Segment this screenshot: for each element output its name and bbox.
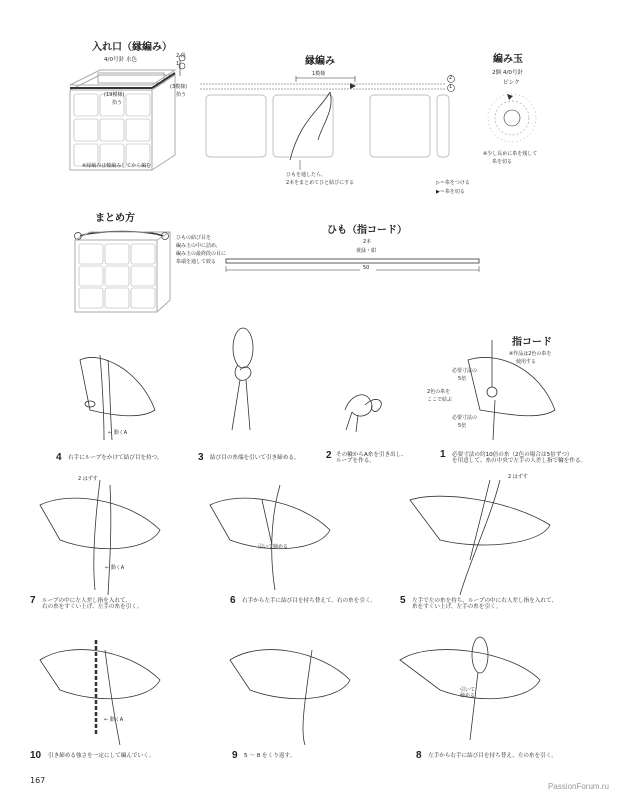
rows3-label-b: 拾う [176,92,187,98]
step4-number: 4 [56,452,62,463]
ball-note-1: ※少し長めに糸を残して [483,151,538,157]
finger-title: 指コード [512,337,552,348]
rows19-label: (19模様) [104,92,125,98]
cord-color: 黄緑・紺 [356,248,377,254]
step7-release-label: 2 はずす [78,476,98,482]
step5-text: 左手で左の糸を持ち、ループの中に右人差し指を入れて、 糸をすくい上げ、左手の糸を引く。 [412,598,558,611]
finger-note-1: ※作品は2色の糸を [509,351,552,357]
step7-text: ループの中に左人差し指を入れて、 右の糸をすくい上げ、左手の糸を引く。 [42,598,143,611]
step10-number: 10 [30,750,42,761]
edge-row-a: 1 [176,61,180,67]
finish-note-3: 編み玉の最終段の目に [176,251,227,257]
step10-move-label: ← 動くA [104,717,124,723]
step5-release-label: 2 はずす [508,474,528,480]
cord-title: ひも（指コード） [327,225,407,236]
step3-text: 結び目の糸端を引いて引き締める。 [210,455,300,461]
finish-note-4: 糸端を通して絞る [176,259,217,265]
finger-cut-1: 2色の糸を [427,389,451,395]
edge-row-2: 2 [449,75,453,81]
step4-text: 右手にループをかけて結び目を持つ。 [68,455,163,461]
step9-text: 5 ～ 8 をくり返す。 [244,753,296,759]
ball-title: 編み玉 [493,54,523,65]
edge-note-2: 2本をまとめてひと結びにする [286,180,355,186]
step9-number: 9 [232,750,238,761]
step6-pull-label: 引いて締める [258,544,289,550]
step6-text: 右手から左手に結び目を持ち替えて、右の糸を引く。 [242,598,377,604]
finger-need-2: 必要寸法の [452,415,478,421]
finger-need-1: 必要寸法の [452,368,478,374]
step7-move-label: ← 動くA [105,565,125,571]
edge-legend-attach: ▷＝糸をつける [436,180,470,186]
cord-count: 2本 [363,239,372,245]
step10-text: 引き締める強さを一定にして編んでいく。 [48,753,155,759]
edge-row-b: 2 段 [176,53,186,59]
watermark: PassionForum.ru [548,782,609,791]
finger-note-2: 使用する [516,359,537,365]
step8-number: 8 [416,750,422,761]
step2-number: 2 [326,450,332,461]
step8-text: 左手から右手に結び目を持ち替え、左の糸を引く。 [428,753,557,759]
step2-text: その輪からA糸を引き出し、 ループを作る。 [336,452,407,465]
ball-color: ピンク [503,80,520,86]
top-left-spec: 4/0号針 水色 [104,57,138,63]
step8-pull-label: 引いて 締める [460,687,476,699]
step5-number: 5 [400,595,406,606]
step7-number: 7 [30,595,36,606]
ball-note-2: 糸を切る [492,159,513,165]
top-left-note: ※縁編みは輪編みしてから編む [82,163,152,169]
finger-need-1b: 5倍 [458,376,467,382]
edge-row-1: 1 [449,84,453,90]
edge-pattern-label: 1模様 [312,71,326,77]
edge-legend-cut: ▶＝糸を切る [436,189,465,195]
finger-cut-2: ここで結ぶ [427,397,453,403]
finger-need-2b: 5倍 [458,423,467,429]
step4-move-label: ← 動くA [108,430,128,436]
finish-note-2: 編み玉の中に詰め、 [176,243,221,249]
step1-number: 1 [440,449,446,460]
step1-text: 必要寸法の約10倍の糸（2色の場合は5倍ずつ） を用意して、糸の中央で左手の人差し指で輪を作る。 [452,452,587,465]
edge-title: 縁編み [305,56,335,67]
page-number: 167 [30,776,46,785]
step6-number: 6 [230,595,236,606]
rows3-label: (3模様) [170,84,188,90]
edge-note-1: ひもを通したら、 [286,172,327,178]
step3-number: 3 [198,452,204,463]
ball-spec: 2個 4/0号針 [492,70,524,76]
cord-length: 50 [363,265,370,271]
top-left-title: 入れ口（縁編み） [92,42,172,53]
finish-title: まとめ方 [95,213,135,224]
rows19-label-b: 拾う [112,100,123,106]
finish-note-1: ひもの結び目を [176,235,212,241]
